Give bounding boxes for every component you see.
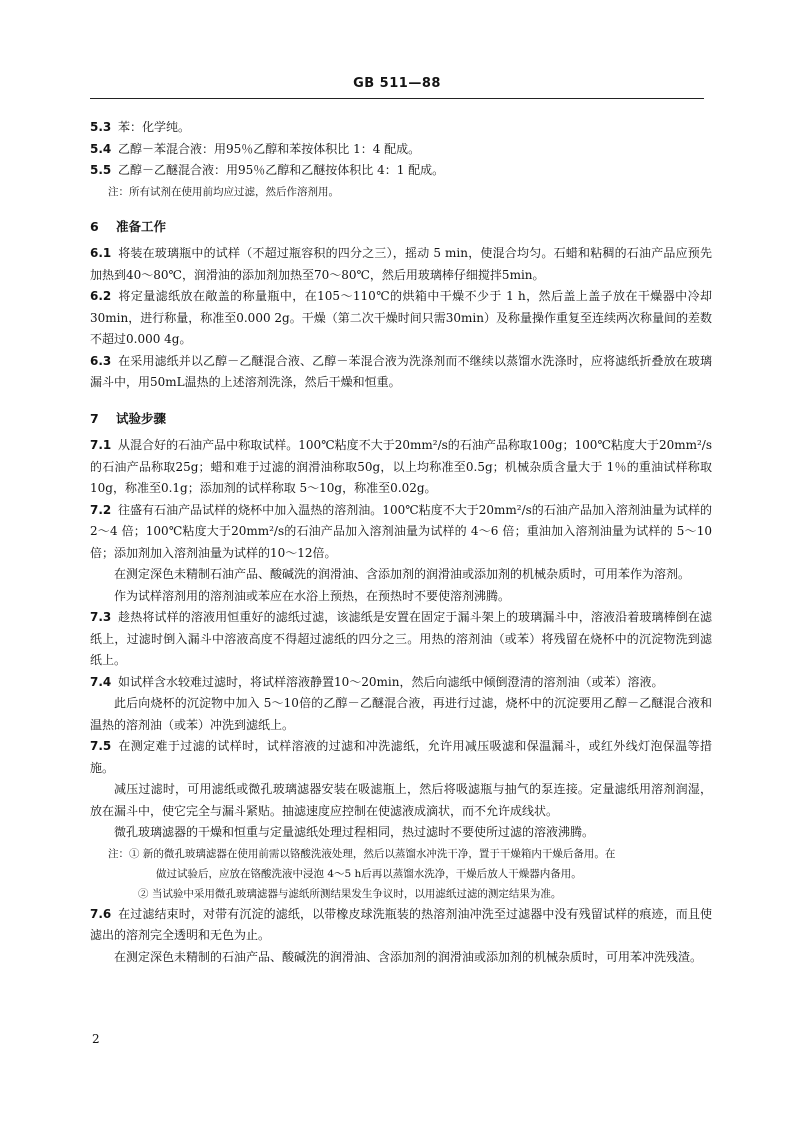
paragraph-6-3 xyxy=(90,351,712,394)
paragraph-7-2-b: 在测定深色未精制石油产品、酸碱洗的润滑油、含添加剂的润滑油或添加剂的机械杂质时，可用苯作为溶剂。 xyxy=(114,567,691,581)
item-number: 5.3 xyxy=(90,120,112,134)
paragraph-number: 6.3 xyxy=(90,353,112,368)
section-number: 6 xyxy=(90,218,99,234)
paragraph-text: 在测定难于过滤的试样时，试样溶液的过滤和冲洗滤纸，允许用减压吸滤和保温漏斗，或红外线灯泡保温等措施。 xyxy=(90,739,712,775)
paragraph-7-5-b: 减压过滤时，可用滤纸或微孔玻璃滤器安装在吸滤瓶上，然后将吸滤瓶与抽气的泵连接。定量滤纸用溶剂润湿，放在漏斗中，使它完全与漏斗紧贴。抽滤速度应控制在使滤液成滴状，而不允许成线状。 xyxy=(90,782,712,818)
item-text: 乙醇－乙醚混合液：用95％乙醇和乙醚按体积比 4：1 配成。 xyxy=(118,163,445,177)
paragraph-number: 6.2 xyxy=(90,289,112,303)
paragraph-number: 7.1 xyxy=(90,438,112,452)
item-text: 乙醇－苯混合液：用95％乙醇和苯按体积比 1：4 配成。 xyxy=(118,141,421,156)
item-5-3 xyxy=(90,117,712,139)
section-title: 试验步骤 xyxy=(116,410,167,426)
paragraph-7-6-b: 在测定深色未精制的石油产品、酸碱洗的润滑油、含添加剂的润滑油或添加剂的机械杂质时，可用苯冲洗残渣。 xyxy=(114,949,703,964)
paragraph-number: 7.2 xyxy=(90,502,112,517)
document-header xyxy=(90,76,704,91)
paragraph-number: 7.6 xyxy=(90,906,112,921)
paragraph-text: 将定量滤纸放在敞盖的称量瓶中，在105～110℃的烘箱中干燥不少于 1 h，然后盖上盖子放在干燥器中冷却30min，进行称量，称准至0.000 2g。干燥（第二次干燥时间只需30min）及称量操作重复至连续两次称量间的差数不超过0.000 4g。 xyxy=(90,289,712,346)
paragraph-number: 6.1 xyxy=(90,246,112,260)
paragraph-text: 往盛有石油产品试样的烧杯中加入温热的溶剂油。100℃粘度不大于20mm²/s的石油产品加入溶剂油量为试样的 2～4 倍；100℃粘度大于20mm²/s的石油产品加入溶剂油量为试样的 4～6 倍；重油加入溶剂油量为试样的 5～10倍；添加剂加入溶剂油量为试样的10～12倍。 xyxy=(90,502,712,560)
paragraph-text: 从混合好的石油产品中称取试样。100℃粘度不大于20mm²/s的石油产品称取100g；100℃粘度大于20mm²/s的石油产品称取25g；蜡和难于过滤的润滑油称取50g，以上均称准至0.5g；机械杂质含量大于 1％的重油试样称取10g，称准至0.1g；添加剂的试样称取 5～10g，称准至0.02g。 xyxy=(90,438,712,495)
paragraph-text: 在采用滤纸并以乙醇－乙醚混合液、乙醇－苯混合液为洗涤剂而不继续以蒸馏水洗涤时，应将滤纸折叠放在玻璃漏斗中，用50mL温热的上述溶剂洗涤，然后干燥和恒重。 xyxy=(90,353,712,389)
section-title: 准备工作 xyxy=(116,218,167,234)
paragraph-7-2 xyxy=(90,500,712,565)
standard-code: GB 511—88 xyxy=(353,76,441,91)
paragraph-number: 7.5 xyxy=(90,739,112,753)
item-number: 5.5 xyxy=(90,163,112,177)
item-5-5 xyxy=(90,160,712,182)
paragraph-7-6 xyxy=(90,904,712,947)
paragraph-text: 如试样含水较难过滤时，将试样溶液静置10～20min，然后向滤纸中倾倒澄清的溶剂油（或苯）溶液。 xyxy=(118,674,664,689)
paragraph-number: 7.4 xyxy=(90,674,112,689)
note-mark: ② xyxy=(138,887,149,900)
note-label: 注： xyxy=(108,847,129,860)
paragraph-text: 将装在玻璃瓶中的试样（不超过瓶容积的四分之三），摇动 5 min，使混合均匀。石蜡和粘稠的石油产品应预先加热到40～80℃，润滑油的添加剂加热至70～80℃，然后用玻璃棒仔细搅拌5min。 xyxy=(90,246,712,282)
document-body xyxy=(90,117,712,968)
note-text: 新的微孔玻璃滤器在使用前需以铬酸洗液处理，然后以蒸馏水冲洗干净，置于干燥箱内干燥后备用。在 xyxy=(142,847,616,860)
section5-note: 注：所有试剂在使用前均应过滤，然后作溶剂用。 xyxy=(108,185,339,198)
paragraph-7-2-c: 作为试样溶剂用的溶剂油或苯应在水浴上预热，在预热时不要使溶剂沸腾。 xyxy=(114,588,511,603)
note-1 xyxy=(90,844,712,864)
section-6-heading xyxy=(90,216,712,238)
page-number: 2 xyxy=(92,1032,100,1046)
paragraph-7-5 xyxy=(90,736,712,779)
paragraph-number: 7.3 xyxy=(90,610,112,624)
paragraph-7-5-c: 微孔玻璃滤器的干燥和恒重与定量滤纸处理过程相同，热过滤时不要使所过滤的溶液沸腾。 xyxy=(114,825,595,839)
note-1-continued: 做过试验后，应放在铬酸洗液中浸泡 4～5 h后再以蒸馏水洗净，干燥后放人干燥器内备用。 xyxy=(156,867,582,880)
paragraph-6-2 xyxy=(90,286,712,351)
paragraph-6-1 xyxy=(90,243,712,286)
paragraph-7-3 xyxy=(90,607,712,672)
note-mark: ① xyxy=(129,847,140,860)
item-5-4 xyxy=(90,139,712,161)
paragraph-text: 在过滤结束时，对带有沉淀的滤纸，以带橡皮球洗瓶装的热溶剂油冲洗至过滤器中没有残留试样的痕迹，而且使滤出的溶剂完全透明和无色为止。 xyxy=(90,906,712,942)
note-text: 当试验中采用微孔玻璃滤器与滤纸所测结果发生争议时，以用滤纸过滤的测定结果为准。 xyxy=(151,887,562,900)
paragraph-7-4 xyxy=(90,672,712,694)
paragraph-7-1 xyxy=(90,435,712,500)
section-number: 7 xyxy=(90,410,99,426)
item-text: 苯：化学纯。 xyxy=(118,120,191,134)
note-2 xyxy=(90,884,712,904)
paragraph-text: 趁热将试样的溶液用恒重好的滤纸过滤，该滤纸是安置在固定于漏斗架上的玻璃漏斗中，溶液沿着玻璃棒倒在滤纸上，过滤时倒入漏斗中溶液高度不得超过滤纸的四分之三。用热的溶剂油（或苯）将残留在烧杯中的沉淀物洗到滤纸上。 xyxy=(90,610,712,667)
section-7-heading xyxy=(90,408,712,430)
item-number: 5.4 xyxy=(90,141,112,156)
paragraph-7-4-b: 此后向烧杯的沉淀物中加入 5～10倍的乙醇－乙醚混合液，再进行过滤，烧杯中的沉淀要用乙醇－乙醚混合液和温热的溶剂油（或苯）冲洗到滤纸上。 xyxy=(90,696,712,732)
header-rule xyxy=(90,98,704,99)
